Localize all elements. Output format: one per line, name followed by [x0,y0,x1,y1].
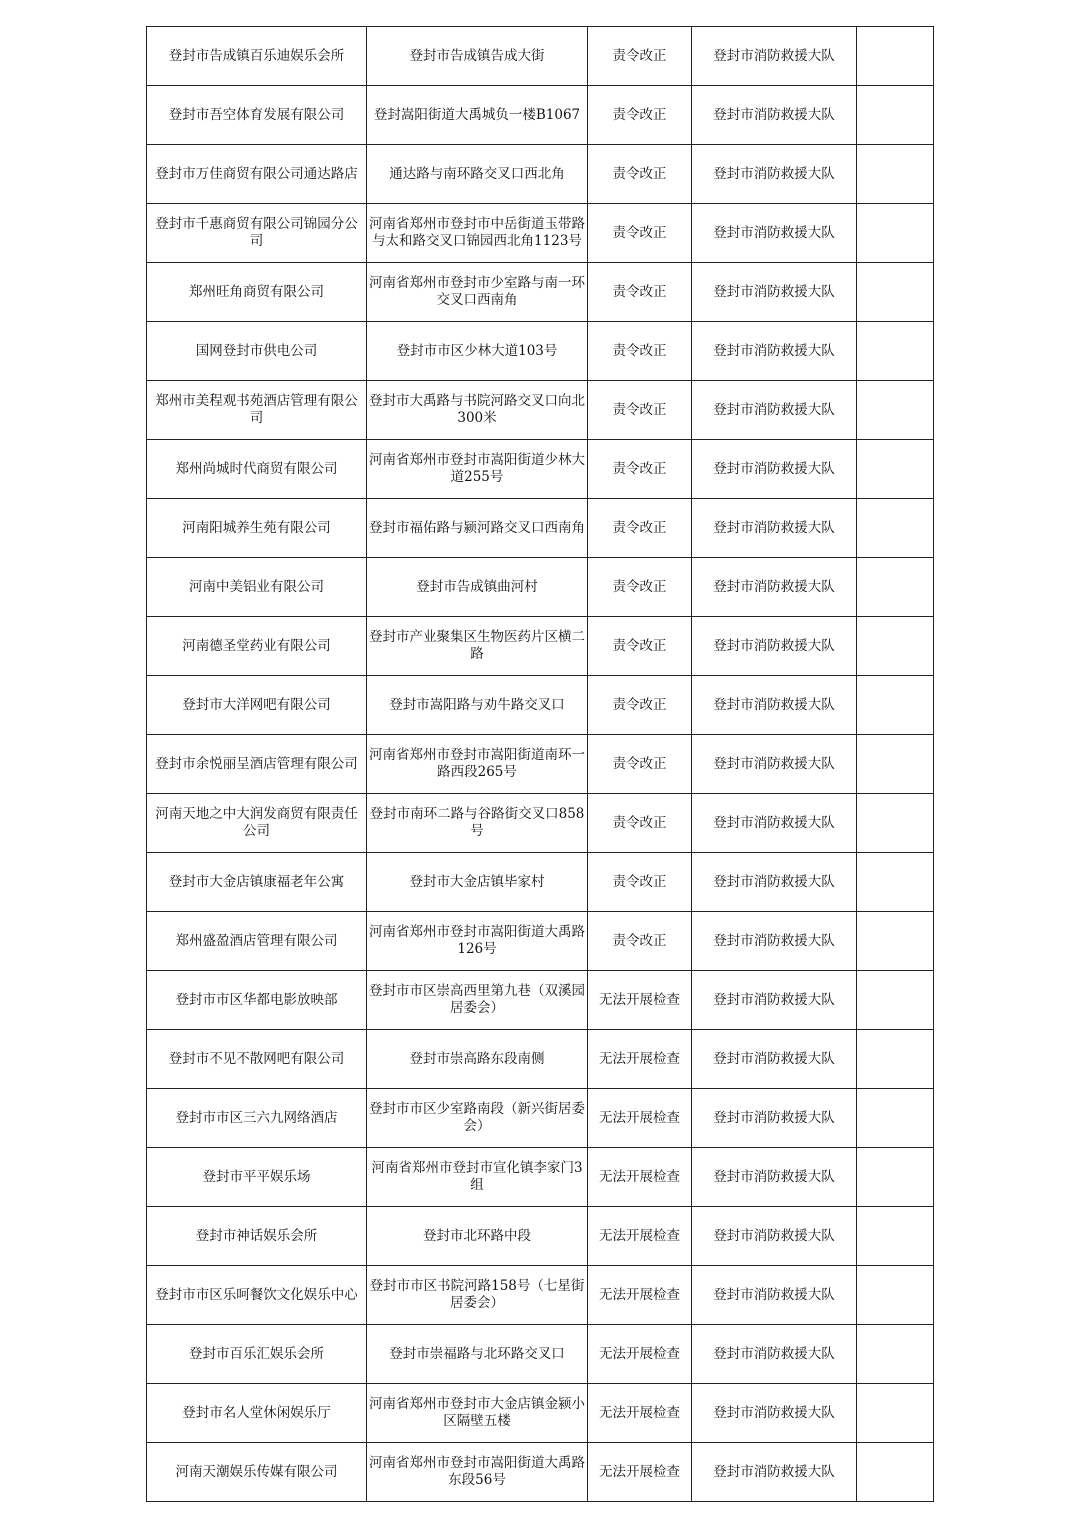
action-cell: 无法开展检查 [588,971,692,1030]
table-row [147,1207,934,1266]
note-cell [857,735,934,794]
inspection-unit-cell: 登封市消防救援大队 [692,1266,857,1325]
inspection-unit-cell: 登封市消防救援大队 [692,1443,857,1502]
table-row [147,1148,934,1207]
note-cell [857,853,934,912]
table-row [147,1089,934,1148]
unit-name-cell: 登封市市区乐呵餐饮文化娱乐中心 [147,1266,367,1325]
inspection-unit-cell: 登封市消防救援大队 [692,381,857,440]
note-cell [857,322,934,381]
inspection-unit-cell: 登封市消防救援大队 [692,1030,857,1089]
table-row [147,971,934,1030]
address-cell: 河南省郑州市登封市少室路与南一环交叉口西南角 [367,263,588,322]
unit-name-cell: 登封市大洋网吧有限公司 [147,676,367,735]
address-cell: 登封嵩阳街道大禹城负一楼B1067 [367,86,588,145]
note-cell [857,1148,934,1207]
unit-name-cell: 河南阳城养生苑有限公司 [147,499,367,558]
note-cell [857,1443,934,1502]
inspection-unit-cell: 登封市消防救援大队 [692,1207,857,1266]
address-cell: 登封市告成镇曲河村 [367,558,588,617]
unit-name-cell: 登封市万佳商贸有限公司通达路店 [147,145,367,204]
note-cell [857,1207,934,1266]
address-cell: 登封市北环路中段 [367,1207,588,1266]
unit-name-cell: 登封市神话娱乐会所 [147,1207,367,1266]
table-row [147,676,934,735]
action-cell: 责令改正 [588,617,692,676]
inspection-unit-cell: 登封市消防救援大队 [692,1089,857,1148]
note-cell [857,971,934,1030]
address-cell: 登封市嵩阳路与劝牛路交叉口 [367,676,588,735]
inspection-unit-cell: 登封市消防救援大队 [692,204,857,263]
table-row [147,145,934,204]
table-row [147,263,934,322]
table-row [147,735,934,794]
action-cell: 责令改正 [588,676,692,735]
unit-name-cell: 河南天地之中大润发商贸有限责任公司 [147,794,367,853]
unit-name-cell: 郑州旺角商贸有限公司 [147,263,367,322]
inspection-unit-cell: 登封市消防救援大队 [692,1325,857,1384]
note-cell [857,1030,934,1089]
address-cell: 登封市产业聚集区生物医药片区横二路 [367,617,588,676]
inspection-results-table [146,26,934,1502]
table-row [147,381,934,440]
note-cell [857,499,934,558]
note-cell [857,145,934,204]
action-cell: 责令改正 [588,27,692,86]
inspection-unit-cell: 登封市消防救援大队 [692,617,857,676]
address-cell: 登封市市区少室路南段（新兴街居委会） [367,1089,588,1148]
unit-name-cell: 河南天潮娱乐传媒有限公司 [147,1443,367,1502]
action-cell: 无法开展检查 [588,1030,692,1089]
action-cell: 责令改正 [588,440,692,499]
unit-name-cell: 登封市市区华都电影放映部 [147,971,367,1030]
note-cell [857,912,934,971]
action-cell: 责令改正 [588,735,692,794]
unit-name-cell: 郑州尚城时代商贸有限公司 [147,440,367,499]
action-cell: 责令改正 [588,322,692,381]
note-cell [857,1325,934,1384]
action-cell: 无法开展检查 [588,1443,692,1502]
action-cell: 责令改正 [588,204,692,263]
address-cell: 登封市崇高路东段南侧 [367,1030,588,1089]
address-cell: 河南省郑州市登封市嵩阳街道少林大道255号 [367,440,588,499]
note-cell [857,86,934,145]
address-cell: 河南省郑州市登封市中岳街道玉带路与太和路交叉口锦园西北角1123号 [367,204,588,263]
unit-name-cell: 登封市吾空体育发展有限公司 [147,86,367,145]
table-row [147,27,934,86]
unit-name-cell: 郑州市美程观书苑酒店管理有限公司 [147,381,367,440]
unit-name-cell: 登封市千惠商贸有限公司锦园分公司 [147,204,367,263]
note-cell [857,381,934,440]
inspection-unit-cell: 登封市消防救援大队 [692,912,857,971]
unit-name-cell: 河南中美铝业有限公司 [147,558,367,617]
address-cell: 登封市崇福路与北环路交叉口 [367,1325,588,1384]
action-cell: 责令改正 [588,499,692,558]
unit-name-cell: 登封市告成镇百乐迪娱乐会所 [147,27,367,86]
unit-name-cell: 登封市余悦丽呈酒店管理有限公司 [147,735,367,794]
unit-name-cell: 国网登封市供电公司 [147,322,367,381]
unit-name-cell: 登封市平平娱乐场 [147,1148,367,1207]
table-row [147,204,934,263]
note-cell [857,1089,934,1148]
action-cell: 责令改正 [588,145,692,204]
note-cell [857,794,934,853]
unit-name-cell: 登封市市区三六九网络酒店 [147,1089,367,1148]
table-row [147,440,934,499]
action-cell: 无法开展检查 [588,1384,692,1443]
action-cell: 无法开展检查 [588,1266,692,1325]
address-cell: 通达路与南环路交叉口西北角 [367,145,588,204]
inspection-unit-cell: 登封市消防救援大队 [692,853,857,912]
address-cell: 河南省郑州市登封市嵩阳街道大禹路东段56号 [367,1443,588,1502]
unit-name-cell: 登封市不见不散网吧有限公司 [147,1030,367,1089]
inspection-unit-cell: 登封市消防救援大队 [692,971,857,1030]
action-cell: 无法开展检查 [588,1089,692,1148]
unit-name-cell: 登封市名人堂休闲娱乐厅 [147,1384,367,1443]
table-row [147,1325,934,1384]
note-cell [857,558,934,617]
note-cell [857,617,934,676]
table-body [147,27,934,1502]
table-row [147,912,934,971]
inspection-unit-cell: 登封市消防救援大队 [692,27,857,86]
note-cell [857,1266,934,1325]
table-row [147,853,934,912]
unit-name-cell: 河南德圣堂药业有限公司 [147,617,367,676]
address-cell: 河南省郑州市登封市嵩阳街道大禹路126号 [367,912,588,971]
inspection-results-sheet [146,26,933,1502]
action-cell: 无法开展检查 [588,1325,692,1384]
inspection-unit-cell: 登封市消防救援大队 [692,735,857,794]
note-cell [857,440,934,499]
action-cell: 无法开展检查 [588,1207,692,1266]
address-cell: 登封市告成镇告成大街 [367,27,588,86]
unit-name-cell: 登封市百乐汇娱乐会所 [147,1325,367,1384]
action-cell: 责令改正 [588,853,692,912]
action-cell: 责令改正 [588,912,692,971]
table-row [147,86,934,145]
table-row [147,499,934,558]
note-cell [857,27,934,86]
action-cell: 责令改正 [588,86,692,145]
action-cell: 责令改正 [588,381,692,440]
inspection-unit-cell: 登封市消防救援大队 [692,263,857,322]
table-row [147,1030,934,1089]
inspection-unit-cell: 登封市消防救援大队 [692,499,857,558]
table-row [147,1384,934,1443]
inspection-unit-cell: 登封市消防救援大队 [692,86,857,145]
table-row [147,617,934,676]
unit-name-cell: 郑州盛盈酒店管理有限公司 [147,912,367,971]
note-cell [857,676,934,735]
note-cell [857,204,934,263]
table-row [147,558,934,617]
action-cell: 无法开展检查 [588,1148,692,1207]
address-cell: 河南省郑州市登封市大金店镇金颍小区隔壁五楼 [367,1384,588,1443]
address-cell: 登封市福佑路与颍河路交叉口西南角 [367,499,588,558]
inspection-unit-cell: 登封市消防救援大队 [692,145,857,204]
address-cell: 河南省郑州市登封市嵩阳街道南环一路西段265号 [367,735,588,794]
unit-name-cell: 登封市大金店镇康福老年公寓 [147,853,367,912]
inspection-unit-cell: 登封市消防救援大队 [692,440,857,499]
action-cell: 责令改正 [588,263,692,322]
note-cell [857,1384,934,1443]
action-cell: 责令改正 [588,558,692,617]
inspection-unit-cell: 登封市消防救援大队 [692,322,857,381]
address-cell: 登封市大禹路与书院河路交叉口向北300米 [367,381,588,440]
action-cell: 责令改正 [588,794,692,853]
address-cell: 登封市大金店镇毕家村 [367,853,588,912]
address-cell: 登封市南环二路与谷路街交叉口858号 [367,794,588,853]
table-row [147,794,934,853]
address-cell: 河南省郑州市登封市宣化镇李家门3组 [367,1148,588,1207]
note-cell [857,263,934,322]
address-cell: 登封市市区书院河路158号（七星街居委会） [367,1266,588,1325]
address-cell: 登封市市区崇高西里第九巷（双溪园居委会） [367,971,588,1030]
table-row [147,1266,934,1325]
address-cell: 登封市市区少林大道103号 [367,322,588,381]
inspection-unit-cell: 登封市消防救援大队 [692,558,857,617]
inspection-unit-cell: 登封市消防救援大队 [692,794,857,853]
inspection-unit-cell: 登封市消防救援大队 [692,1148,857,1207]
inspection-unit-cell: 登封市消防救援大队 [692,1384,857,1443]
table-row [147,322,934,381]
table-row [147,1443,934,1502]
inspection-unit-cell: 登封市消防救援大队 [692,676,857,735]
